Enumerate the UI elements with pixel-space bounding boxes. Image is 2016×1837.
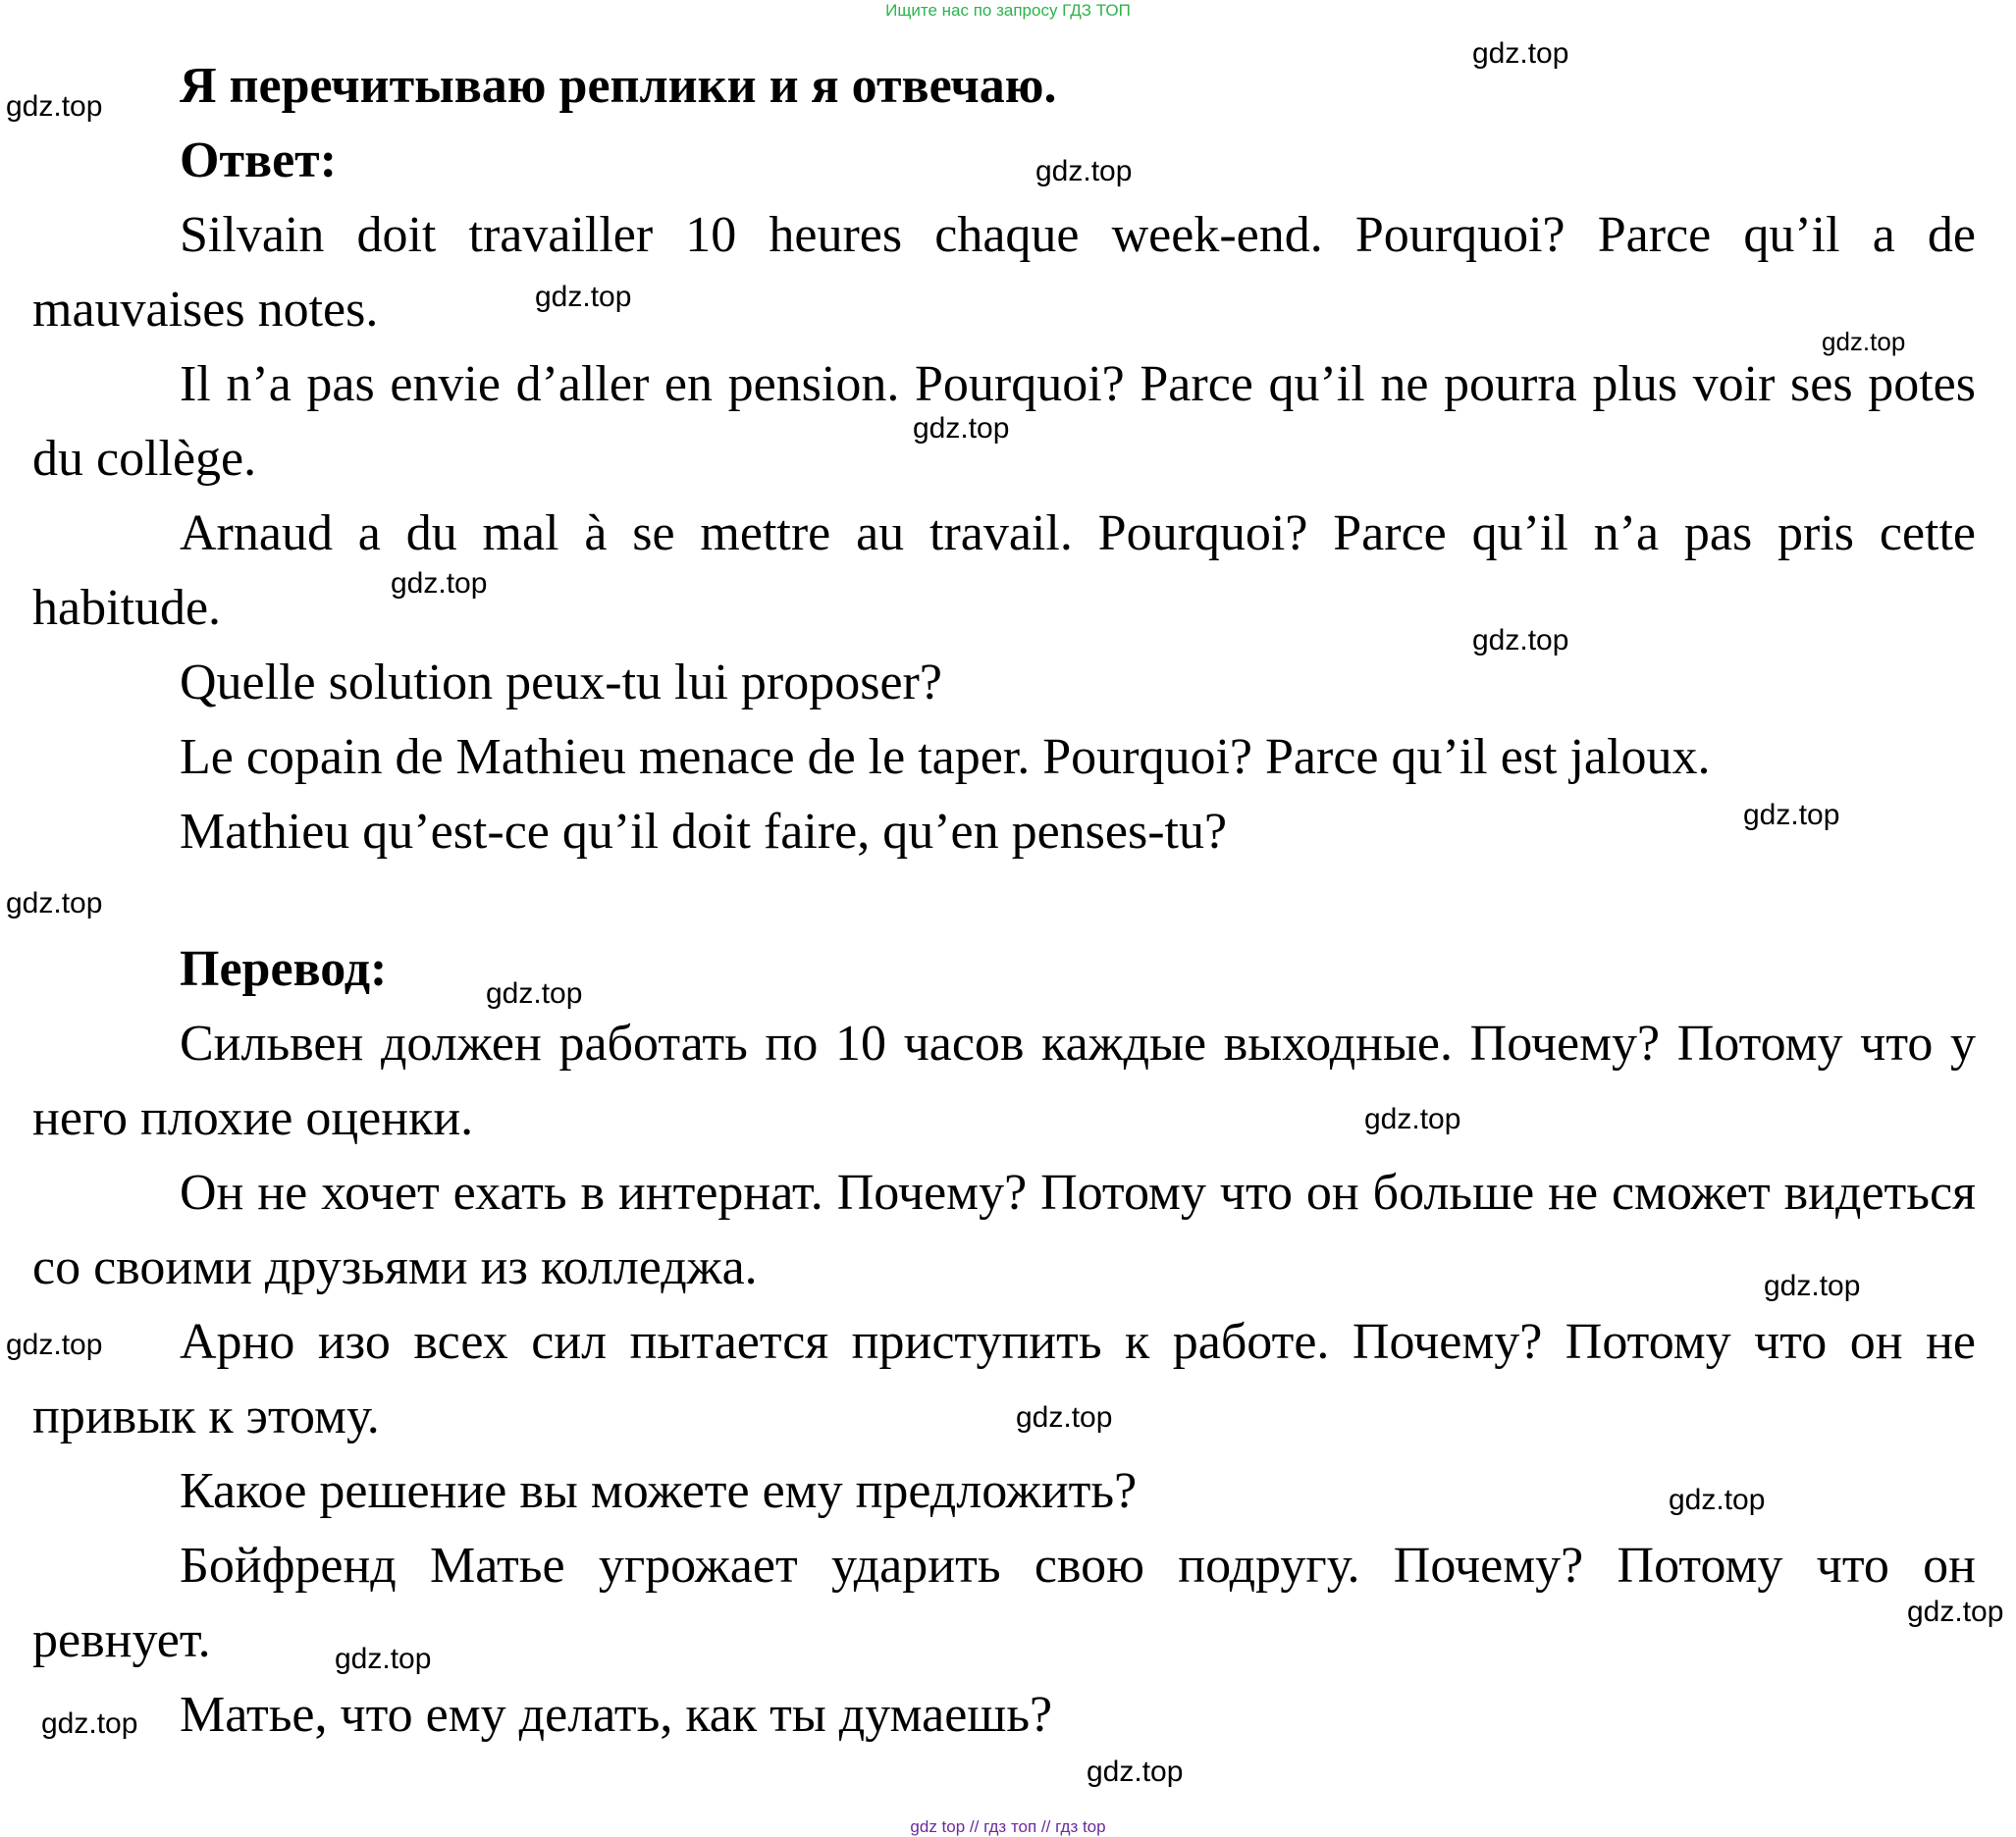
answer-paragraph: Quelle solution peux-tu lui proposer? bbox=[180, 655, 942, 710]
section-spacer bbox=[32, 869, 1976, 932]
watermark: gdz.top bbox=[1669, 1484, 1766, 1516]
task-title: Я перечитываю реплики и я отвечаю. bbox=[180, 58, 1057, 114]
watermark: gdz.top bbox=[1087, 1756, 1184, 1788]
watermark: gdz.top bbox=[535, 281, 632, 313]
top-banner: Ищите нас по запросу ГДЗ ТОП bbox=[885, 1, 1131, 20]
watermark: gdz.top bbox=[391, 567, 488, 600]
watermark: gdz.top bbox=[1764, 1270, 1861, 1302]
answer-paragraph: Mathieu qu’est-ce qu’il doit faire, qu’en penses-tu? bbox=[180, 804, 1228, 860]
watermark: gdz.top bbox=[1364, 1103, 1461, 1135]
footer-banner: gdz top // гдз топ // гдз top bbox=[910, 1817, 1106, 1836]
watermark: gdz.top bbox=[1907, 1596, 2004, 1628]
translation-label: Перевод: bbox=[180, 941, 388, 997]
answer-paragraph: Arnaud a du mal à se mettre au travail. Pourquoi? Parce qu’il n’a pas pris cette habitude. bbox=[32, 505, 1976, 636]
watermark: gdz.top bbox=[335, 1643, 432, 1675]
translation-paragraph: Бойфренд Матье угрожает ударить свою подругу. Почему? Потому что он ревнует. bbox=[32, 1538, 1976, 1668]
watermark: gdz.top bbox=[1035, 155, 1133, 187]
answer-label: Ответ: bbox=[180, 132, 338, 188]
watermark: gdz.top bbox=[41, 1707, 138, 1740]
watermark: gdz.top bbox=[913, 412, 1010, 445]
translation-paragraph: Матье, что ему делать, как ты думаешь? bbox=[180, 1687, 1053, 1743]
watermark: gdz.top bbox=[486, 977, 583, 1010]
translation-paragraph: Сильвен должен работать по 10 часов каждые выходные. Почему? Потому что у него плохие оценки. bbox=[32, 1016, 1976, 1146]
translation-paragraph: Какое решение вы можете ему предложить? bbox=[180, 1463, 1138, 1519]
watermark: gdz.top bbox=[1743, 799, 1840, 831]
answer-paragraph: Silvain doit travailler 10 heures chaque week-end. Pourquoi? Parce qu’il a de mauvaises notes. bbox=[32, 207, 1976, 338]
watermark: gdz.top bbox=[6, 1329, 103, 1361]
translation-paragraph: Арно изо всех сил пытается приступить к работе. Почему? Потому что он не привык к этому. bbox=[32, 1314, 1976, 1444]
answer-paragraph: Il n’a pas envie d’aller en pension. Pourquoi? Parce qu’il ne pourra plus voir ses potes du collège. bbox=[32, 356, 1976, 487]
answer-paragraph: Le copain de Mathieu menace de le taper. Pourquoi? Parce qu’il est jaloux. bbox=[180, 729, 1711, 785]
watermark: gdz.top bbox=[6, 90, 103, 123]
translation-paragraph: Он не хочет ехать в интернат. Почему? Потому что он больше не сможет видеться со своими друзьями из колледжа. bbox=[32, 1165, 1976, 1295]
watermark: gdz.top bbox=[1016, 1401, 1113, 1434]
watermark: gdz.top bbox=[1472, 37, 1569, 70]
watermark: gdz.top bbox=[1472, 624, 1569, 656]
watermark: gdz.top bbox=[1822, 327, 1906, 356]
watermark: gdz.top bbox=[6, 887, 103, 919]
